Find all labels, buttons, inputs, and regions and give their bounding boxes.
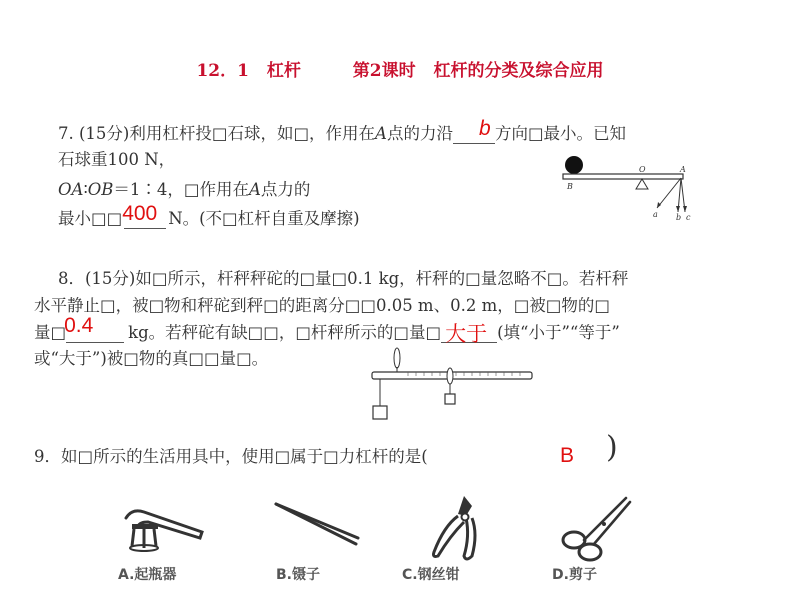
option-a-caption: A.起瓶器 [118, 567, 177, 583]
counterweight-loop [447, 368, 453, 384]
label-A: A [680, 165, 686, 174]
option-d-caption: D.剪子 [552, 567, 597, 583]
q9-close-paren: ) [606, 430, 618, 465]
page-title [0, 56, 800, 81]
weighed-object [373, 406, 387, 419]
q7-line2: 石球重100 N， [58, 150, 176, 169]
option-b-caption: B.镊子 [276, 567, 320, 583]
label-c: c [686, 213, 691, 222]
pliers-icon [420, 492, 500, 564]
q8-answer1: 0.4 [64, 314, 94, 337]
q8-answer2-blank [441, 322, 497, 346]
bottle-opener-icon [118, 500, 208, 555]
stone-ball [565, 156, 583, 174]
q8-line4: 或“大于”)被□物的真□□量□。 [34, 349, 269, 368]
fulcrum [636, 179, 648, 189]
q8-line2: 水平静止□，被□物和秤砣到秤□的距离分□□0.05 m、0.2 m，□被□物的□ [34, 296, 610, 315]
q8-answer2: 大于 [445, 323, 488, 346]
tweezers-icon [272, 498, 362, 553]
q9-answer: B [560, 444, 575, 467]
lever-bar [563, 174, 683, 179]
option-c-caption: C.钢丝钳 [402, 567, 460, 583]
q7-answer1-blank [453, 117, 495, 144]
q7-answer2: 400 [122, 202, 158, 225]
q9-line: 9．如□所示的生活用具中，使用□属于□力杠杆的是( [34, 447, 428, 466]
title-topic: 杠杆的分类及综合应用 [433, 61, 604, 81]
q7-line1: 7. (15分)利用杠杆投□石球，如□，作用在A点的力沿 b 方向□最小。已知 [58, 117, 627, 143]
label-a: a [653, 210, 658, 219]
steelyard-figure [368, 346, 538, 426]
label-B: B [567, 182, 573, 191]
title-chapter: 杠杆 [266, 61, 301, 81]
scissors-icon [556, 494, 636, 564]
q8-line3: 量□ 0.4 kg。若秤砣有缺□□，□杆秤所示的□量□ 大于 (填“小于”“等于” [34, 314, 620, 346]
q7-line3: OA∶OB＝1∶4，□作用在A点力的 [58, 180, 311, 199]
counterweight [445, 394, 455, 404]
label-O: O [639, 165, 646, 174]
hanging-ring [394, 348, 400, 368]
q8-answer1-blank [64, 314, 124, 343]
q7-line4: 最小□□ 400 N。(不□杠杆自重及摩擦) [58, 202, 360, 228]
q8-line1: 8．(15分)如□所示，杆秤秤砣的□量□0.1 kg，杆秤的□量忽略不□。若杆秤 [58, 269, 629, 288]
force-a-arrow [657, 178, 681, 208]
title-lesson: 第2课时 [352, 61, 416, 81]
q7-answer2-blank [122, 202, 166, 229]
q7-answer1: b [478, 117, 491, 140]
title-section: 12．1 [196, 61, 249, 81]
label-b: b [676, 213, 682, 222]
lever-figure [555, 150, 705, 230]
